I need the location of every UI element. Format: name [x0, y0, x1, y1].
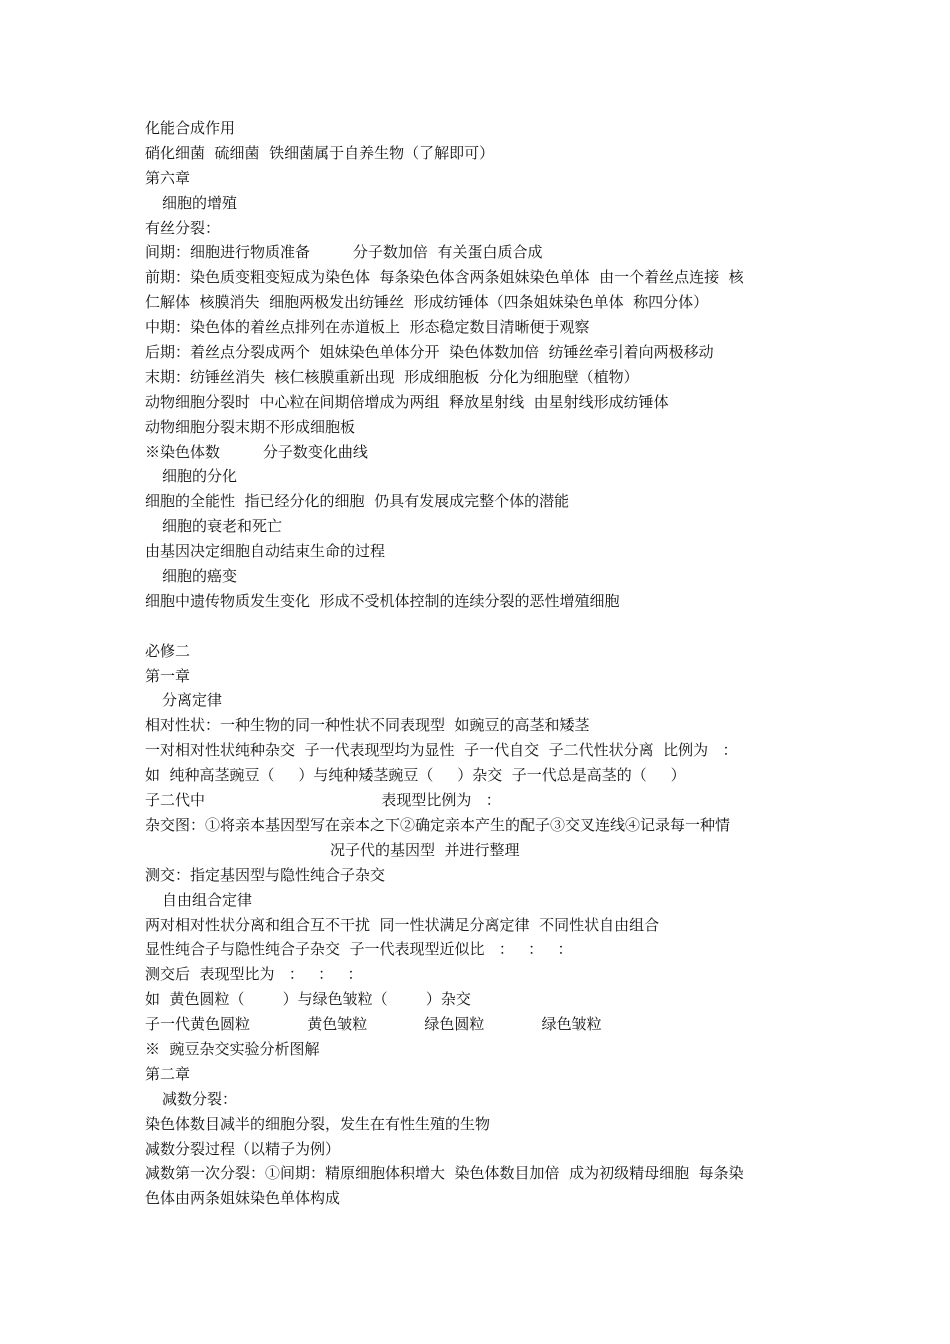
text-line: 况子代的基因型 并进行整理: [330, 840, 520, 859]
text-line: 测交：指定基因型与隐性纯合子杂交: [145, 865, 386, 884]
text-line: 子二代中 表现型比例为 ：: [145, 791, 501, 810]
chapter-heading: 第一章: [145, 666, 191, 685]
volume-heading: 必修二: [145, 641, 191, 660]
text-line: 如 黄色圆粒（ ）与绿色皱粒（ ）杂交: [145, 990, 471, 1009]
section-heading: 细胞的分化: [162, 467, 238, 486]
text-line: 有丝分裂：: [145, 218, 221, 237]
text-line: 如 纯种高茎豌豆（ ）与纯种矮茎豌豆（ ）杂交 子一代总是高茎的（ ）: [145, 766, 686, 785]
text-line: 两对相对性状分离和组合互不干扰 同一性状满足分离定律 不同性状自由组合: [145, 915, 660, 934]
text-line: 减数分裂过程（以精子为例）: [145, 1139, 341, 1158]
text-line: 硝化细菌 硫细菌 铁细菌属于自养生物（了解即可）: [145, 143, 495, 162]
text-line: 一对相对性状纯种杂交 子一代表现型均为显性 子一代自交 子二代性状分离 比例为 ：: [145, 741, 738, 760]
section-heading: 细胞的衰老和死亡: [162, 517, 283, 536]
text-line: 后期：着丝点分裂成两个 姐妹染色单体分开 染色体数加倍 纺锤丝牵引着向两极移动: [145, 343, 714, 362]
text-line: 减数第一次分裂：①间期：精原细胞体积增大 染色体数目加倍 成为初级精母细胞 每条染: [145, 1164, 744, 1183]
text-line: 显性纯合子与隐性纯合子杂交 子一代表现型近似比 ： ： ：: [145, 940, 573, 959]
section-heading: 细胞的癌变: [162, 567, 238, 586]
document-body: [145, 116, 825, 1211]
text-line: 杂交图：①将亲本基因型写在亲本之下②确定亲本产生的配子③交叉连线④记录每一种情: [145, 815, 731, 834]
text-line: 中期：染色体的着丝点排列在赤道板上 形态稳定数目清晰便于观察: [145, 318, 590, 337]
text-line: 染色体数目减半的细胞分裂，发生在有性生殖的生物: [145, 1114, 491, 1133]
text-line: 仁解体 核膜消失 细胞两极发出纺锤丝 形成纺锤体（四条姐妹染色单体 称四分体）: [145, 293, 709, 312]
text-line: 测交后 表现型比为 ： ： ：: [145, 965, 363, 984]
blank-line: [145, 614, 825, 639]
text-line: 由基因决定细胞自动结束生命的过程: [145, 542, 386, 561]
section-heading: 分离定律: [162, 691, 223, 710]
chapter-heading: 第二章: [145, 1064, 191, 1083]
text-line: ※ 豌豆杂交实验分析图解: [145, 1039, 320, 1058]
text-line: 化能合成作用: [145, 119, 236, 137]
chapter-heading: 第六章: [145, 168, 191, 187]
text-line: 细胞的全能性 指已经分化的细胞 仍具有发展成完整个体的潜能: [145, 492, 570, 511]
section-heading: 细胞的增殖: [162, 193, 238, 212]
text-line: 动物细胞分裂末期不形成细胞板: [145, 417, 356, 436]
text-line: 色体由两条姐妹染色单体构成: [145, 1189, 341, 1208]
text-line: ※染色体数 分子数变化曲线: [145, 442, 368, 461]
text-line: 间期：细胞进行物质准备 分子数加倍 有关蛋白质合成: [145, 243, 543, 262]
text-line: 细胞中遗传物质发生变化 形成不受机体控制的连续分裂的恶性增殖细胞: [145, 591, 620, 610]
text-line: 子一代黄色圆粒 黄色皱粒 绿色圆粒 绿色皱粒: [145, 1015, 602, 1034]
text-line: 相对性状：一种生物的同一种性状不同表现型 如豌豆的高茎和矮茎: [145, 716, 590, 735]
section-heading: 减数分裂：: [162, 1089, 238, 1108]
text-line: 动物细胞分裂时 中心粒在间期倍增成为两组 释放星射线 由星射线形成纺锤体: [145, 392, 669, 411]
section-heading: 自由组合定律: [162, 890, 253, 909]
text-line: 末期：纺锤丝消失 核仁核膜重新出现 形成细胞板 分化为细胞壁（植物）: [145, 367, 639, 386]
text-line: 前期：染色质变粗变短成为染色体 每条染色体含两条姐妹染色单体 由一个着丝点连接 核: [145, 268, 744, 287]
